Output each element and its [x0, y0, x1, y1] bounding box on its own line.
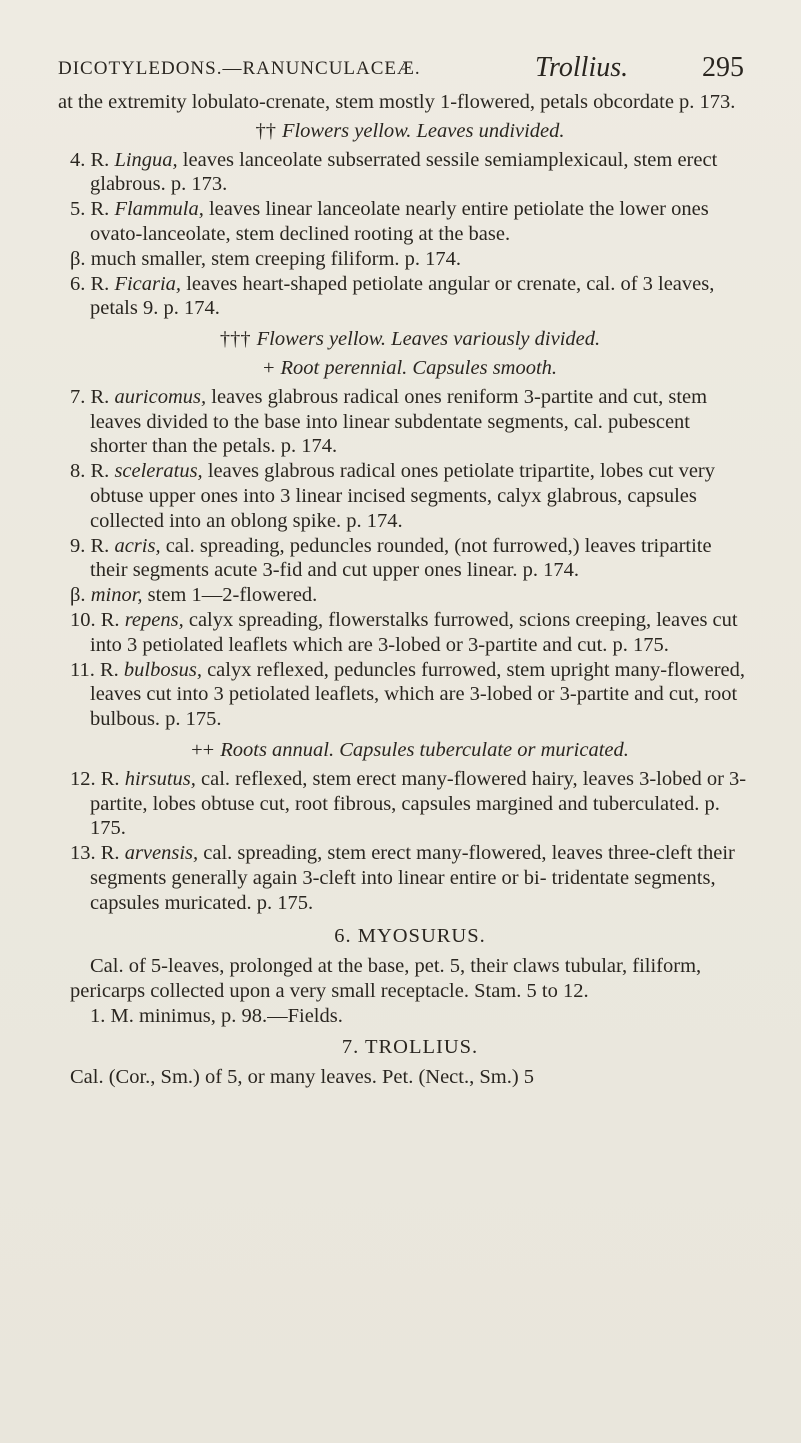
header-genus: Trollius. [535, 52, 629, 83]
section-title: Roots annual. Capsules tuberculate or muricated. [220, 738, 629, 761]
section-heading-yellow-undivided [70, 119, 750, 144]
species-entry: 13. R. arvensis, cal. spreading, stem erect many-flowered, leaves three-cleft their segments generally again 3-cleft into linear entire or bi- tridentate segments, capsules muricated. p. 175. [70, 842, 735, 914]
species-name: acris, [114, 534, 161, 557]
genus-heading-myosurus: 6. MYOSURUS. [334, 924, 486, 947]
section-heading-perennial [70, 356, 750, 381]
variety-name: minor, [90, 584, 143, 607]
genus-heading-trollius: 7. TROLLIUS. [341, 1035, 479, 1058]
species-name: bulbosus, [123, 658, 202, 681]
myosurus-species-entry: 1. M. minimus, p. 98.—Fields. [90, 1004, 343, 1027]
species-entry: 8. R. sceleratus, leaves glabrous radical ones petiolate tripartite, lobes cut very obtuse upper ones into 3 linear incised segments, calyx glabrous, capsules collected into an oblong spike. p. 174. [70, 460, 715, 532]
species-entry: 6. R. Ficaria, leaves heart-shaped petiolate angular or crenate, cal. of 3 leaves, petals 9. p. 174. [70, 272, 715, 320]
species-entry: 4. R. Lingua, leaves lanceolate subserrated sessile semiamplexicaul, stem erect glabrous. p. 173. [70, 148, 718, 196]
section-mark: + [262, 356, 275, 379]
section-mark: †† [255, 119, 276, 142]
section-title: Flowers yellow. Leaves variously divided. [256, 328, 601, 351]
page-header [58, 52, 748, 92]
species-name: Ficaria, [114, 272, 182, 295]
species-entry: 5. R. Flammula, leaves linear lanceolate nearly entire petiolate the lower ones ovato-lanceolate, stem declined rooting at the base. [70, 198, 709, 245]
page-body [58, 90, 750, 1090]
genus-character-myosurus: Cal. of 5-leaves, prolonged at the base, pet. 5, their claws tubular, filiform, pericarps collected upon a very small receptacle. Stam. 5 to 12. [70, 955, 702, 1003]
species-entry: 12. R. hirsutus, cal. reflexed, stem erect many-flowered hairy, leaves 3-lobed or 3-partite, lobes obtuse cut, root fibrous, capsules margined and tuberculated. p. 175. [70, 767, 747, 840]
running-title: DICOTYLEDONS.—RANUNCULACEÆ. [58, 58, 421, 79]
section-title: Flowers yellow. Leaves undivided. [281, 119, 565, 142]
section-mark: ††† [219, 328, 251, 351]
species-name: repens, [124, 608, 184, 631]
species-name: arvensis, [124, 842, 199, 865]
species-name: Lingua, [114, 148, 178, 171]
page-number: 295 [702, 52, 744, 83]
genus-character-trollius: Cal. (Cor., Sm.) of 5, or many leaves. Pet. (Nect., Sm.) 5 [70, 1066, 535, 1089]
variety-entry: β. minor, stem 1—2-flowered. [70, 584, 318, 607]
species-name: Flammula, [114, 198, 204, 221]
section-heading-yellow-divided [70, 327, 750, 352]
species-entry: 10. R. repens, calyx spreading, flowerstalks furrowed, scions creeping, leaves cut into 3 petiolated leaflets which are 3-lobed or 3-partite and cut. p. 175. [70, 608, 738, 656]
species-entry: 9. R. acris, cal. spreading, peduncles rounded, (not furrowed,) leaves tripartite their segments acute 3-fid and cut upper ones linear. p. 174. [70, 534, 712, 582]
species-entry: 11. R. bulbosus, calyx reflexed, peduncles furrowed, stem upright many-flowered, leaves cut into 3 petiolated leaflets, which are 3-lobed or 3-partite and cut, root bulbous. p. 175. [70, 658, 746, 731]
intro-text: at the extremity lobulato-crenate, stem mostly 1-flowered, petals obcordate p. 173. [58, 91, 736, 113]
species-name: sceleratus, [114, 460, 203, 483]
section-mark: ++ [191, 738, 215, 761]
section-title: Root perennial. Capsules smooth. [280, 356, 558, 379]
species-name: auricomus, [114, 385, 207, 408]
species-name: hirsutus, [124, 767, 196, 790]
species-entry: 7. R. auricomus, leaves glabrous radical ones reniform 3-partite and cut, stem leaves divided to the base into linear subdentate segments, cal. pubescent shorter than the petals. p. 174. [70, 385, 708, 458]
section-heading-annual [70, 738, 750, 763]
variety-entry: β. much smaller, stem creeping filiform. p. 174. [70, 247, 462, 270]
